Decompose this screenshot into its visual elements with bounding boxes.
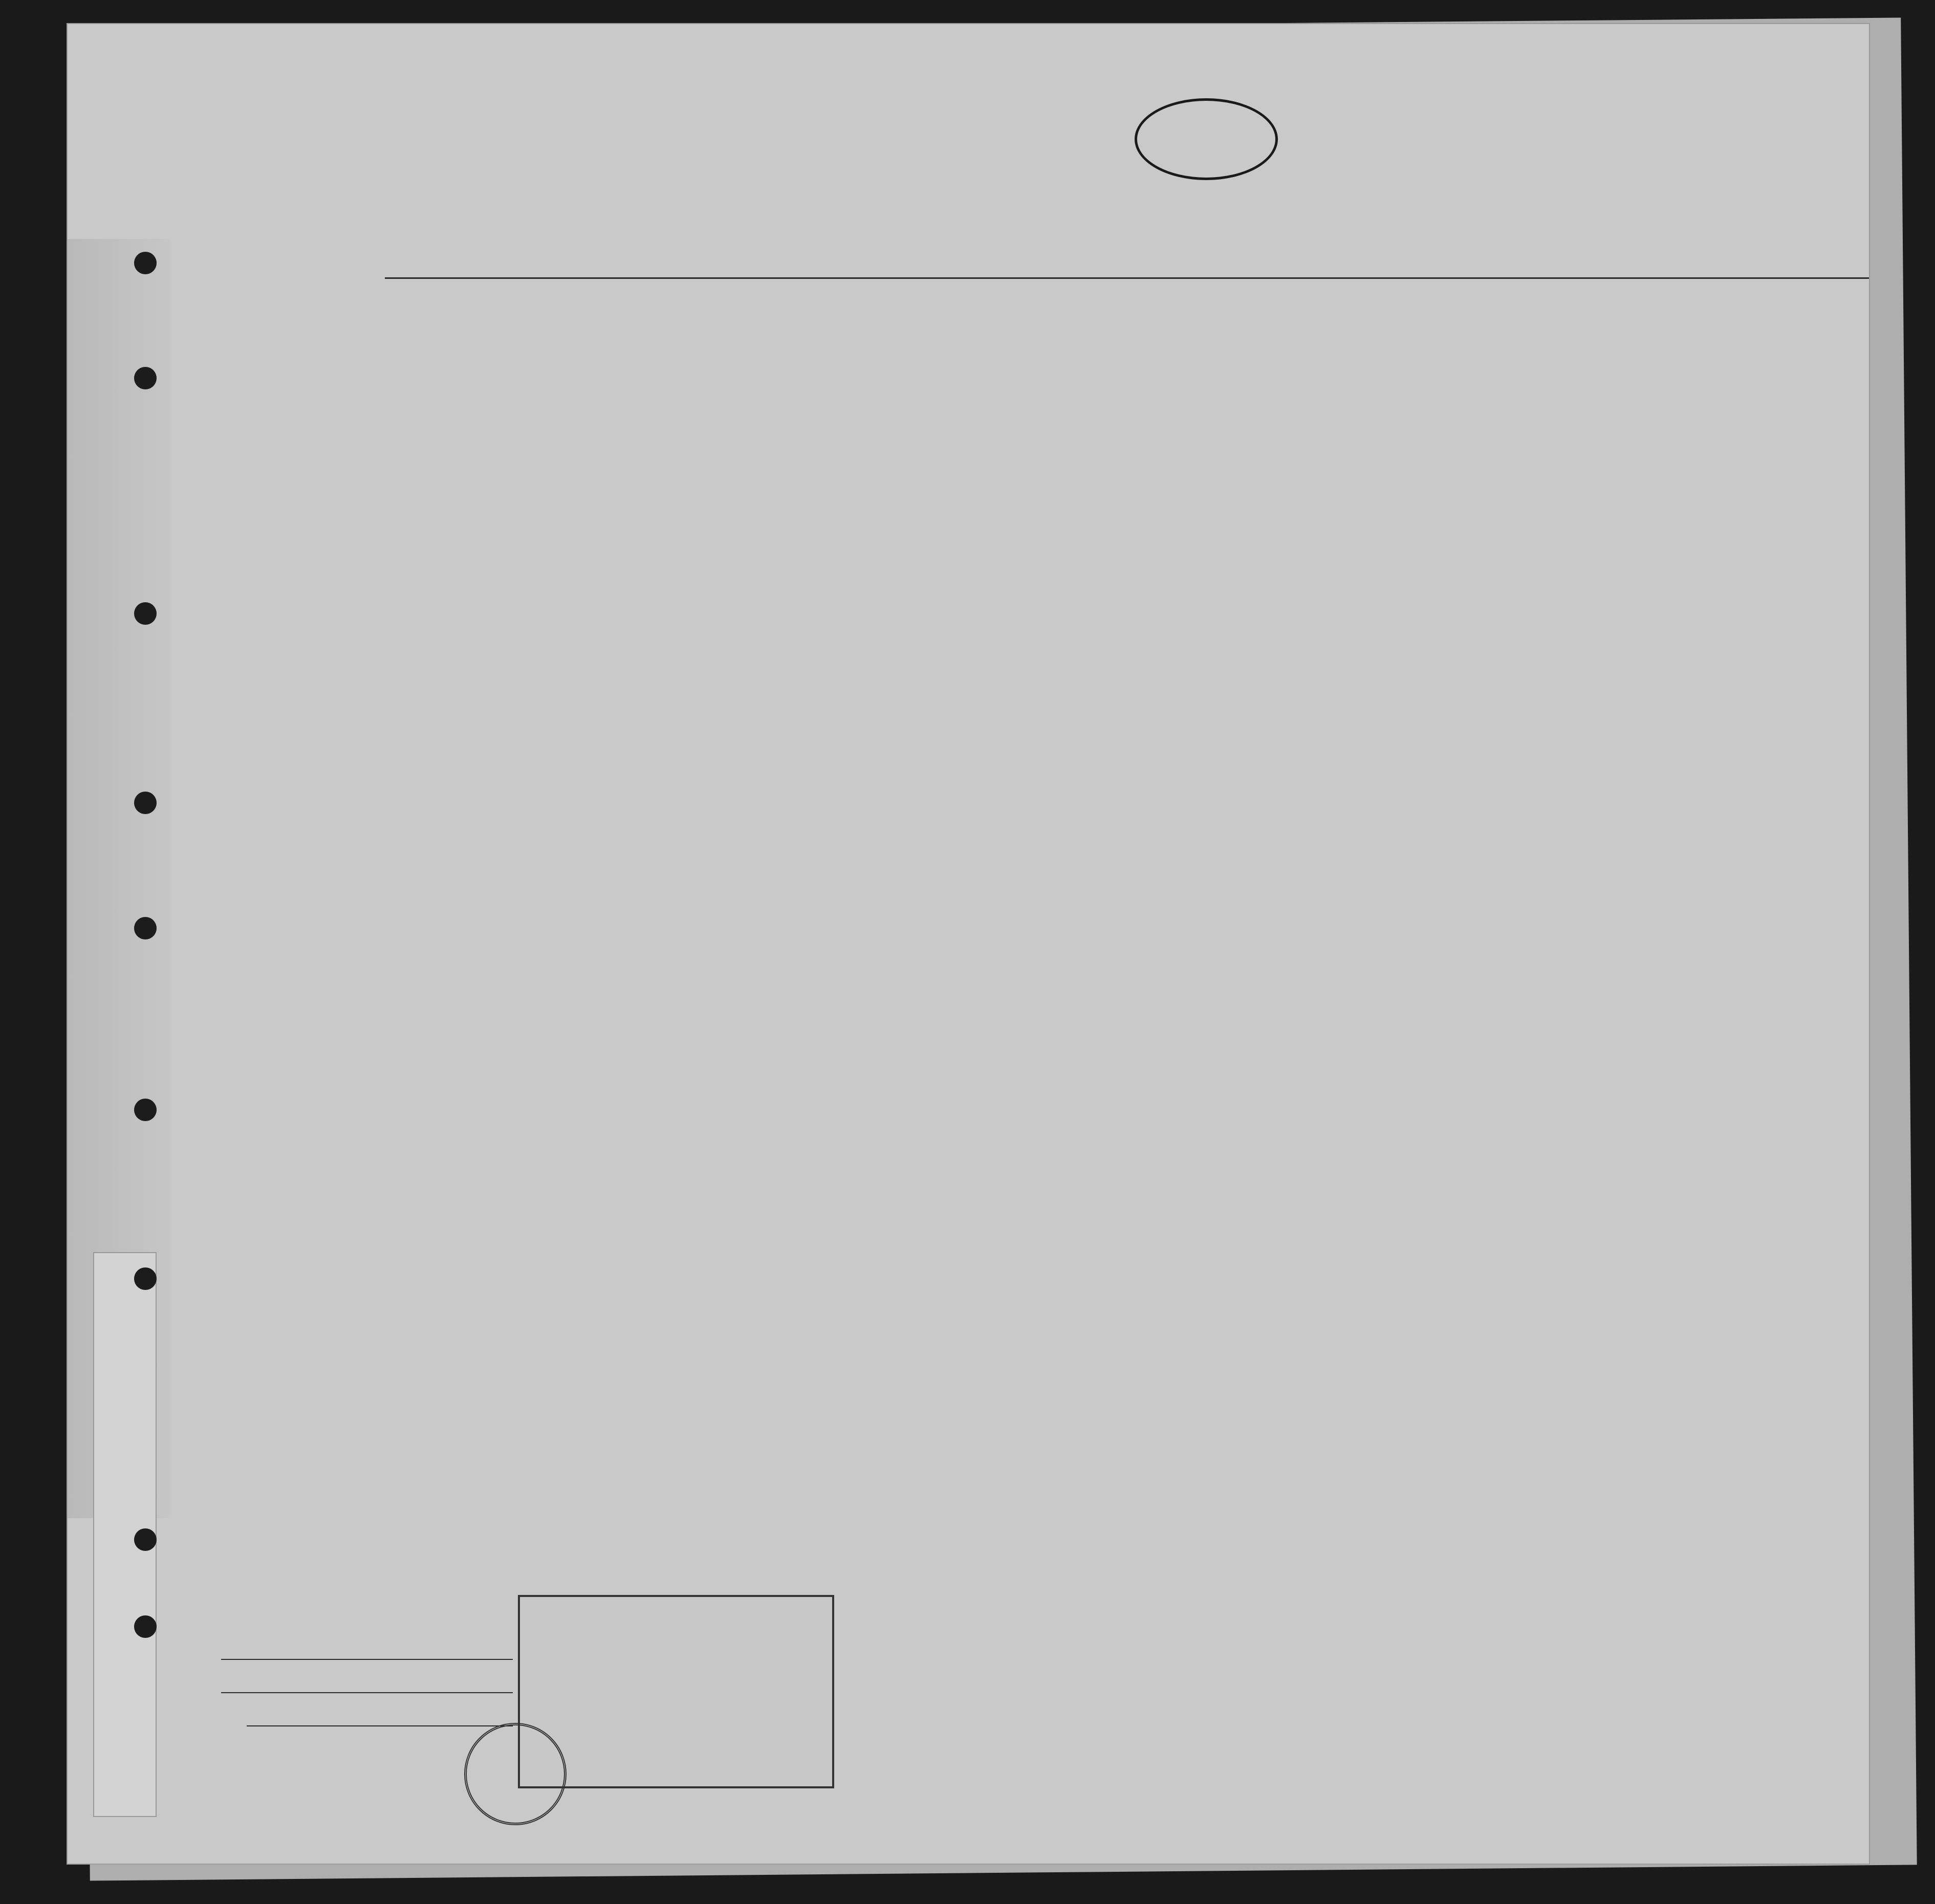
punch-hole (134, 1099, 157, 1121)
punch-hole (134, 252, 157, 274)
line-rule (221, 1659, 513, 1660)
consulate-seal (464, 1723, 567, 1825)
punch-hole (134, 367, 157, 389)
consulate-stamp (518, 1595, 834, 1788)
vessel-circle-mark (1135, 98, 1278, 180)
manifest-sheet (67, 23, 1870, 1865)
punch-hole (134, 602, 157, 625)
punch-hole (134, 792, 157, 814)
punch-hole (134, 1528, 157, 1551)
vessel-rule (385, 277, 1870, 279)
agents-rule (247, 1725, 513, 1726)
punch-hole (134, 1267, 157, 1290)
owners-rule (221, 1692, 513, 1693)
vessel-line (280, 242, 1870, 282)
punch-hole (134, 1615, 157, 1638)
punch-hole (134, 917, 157, 939)
